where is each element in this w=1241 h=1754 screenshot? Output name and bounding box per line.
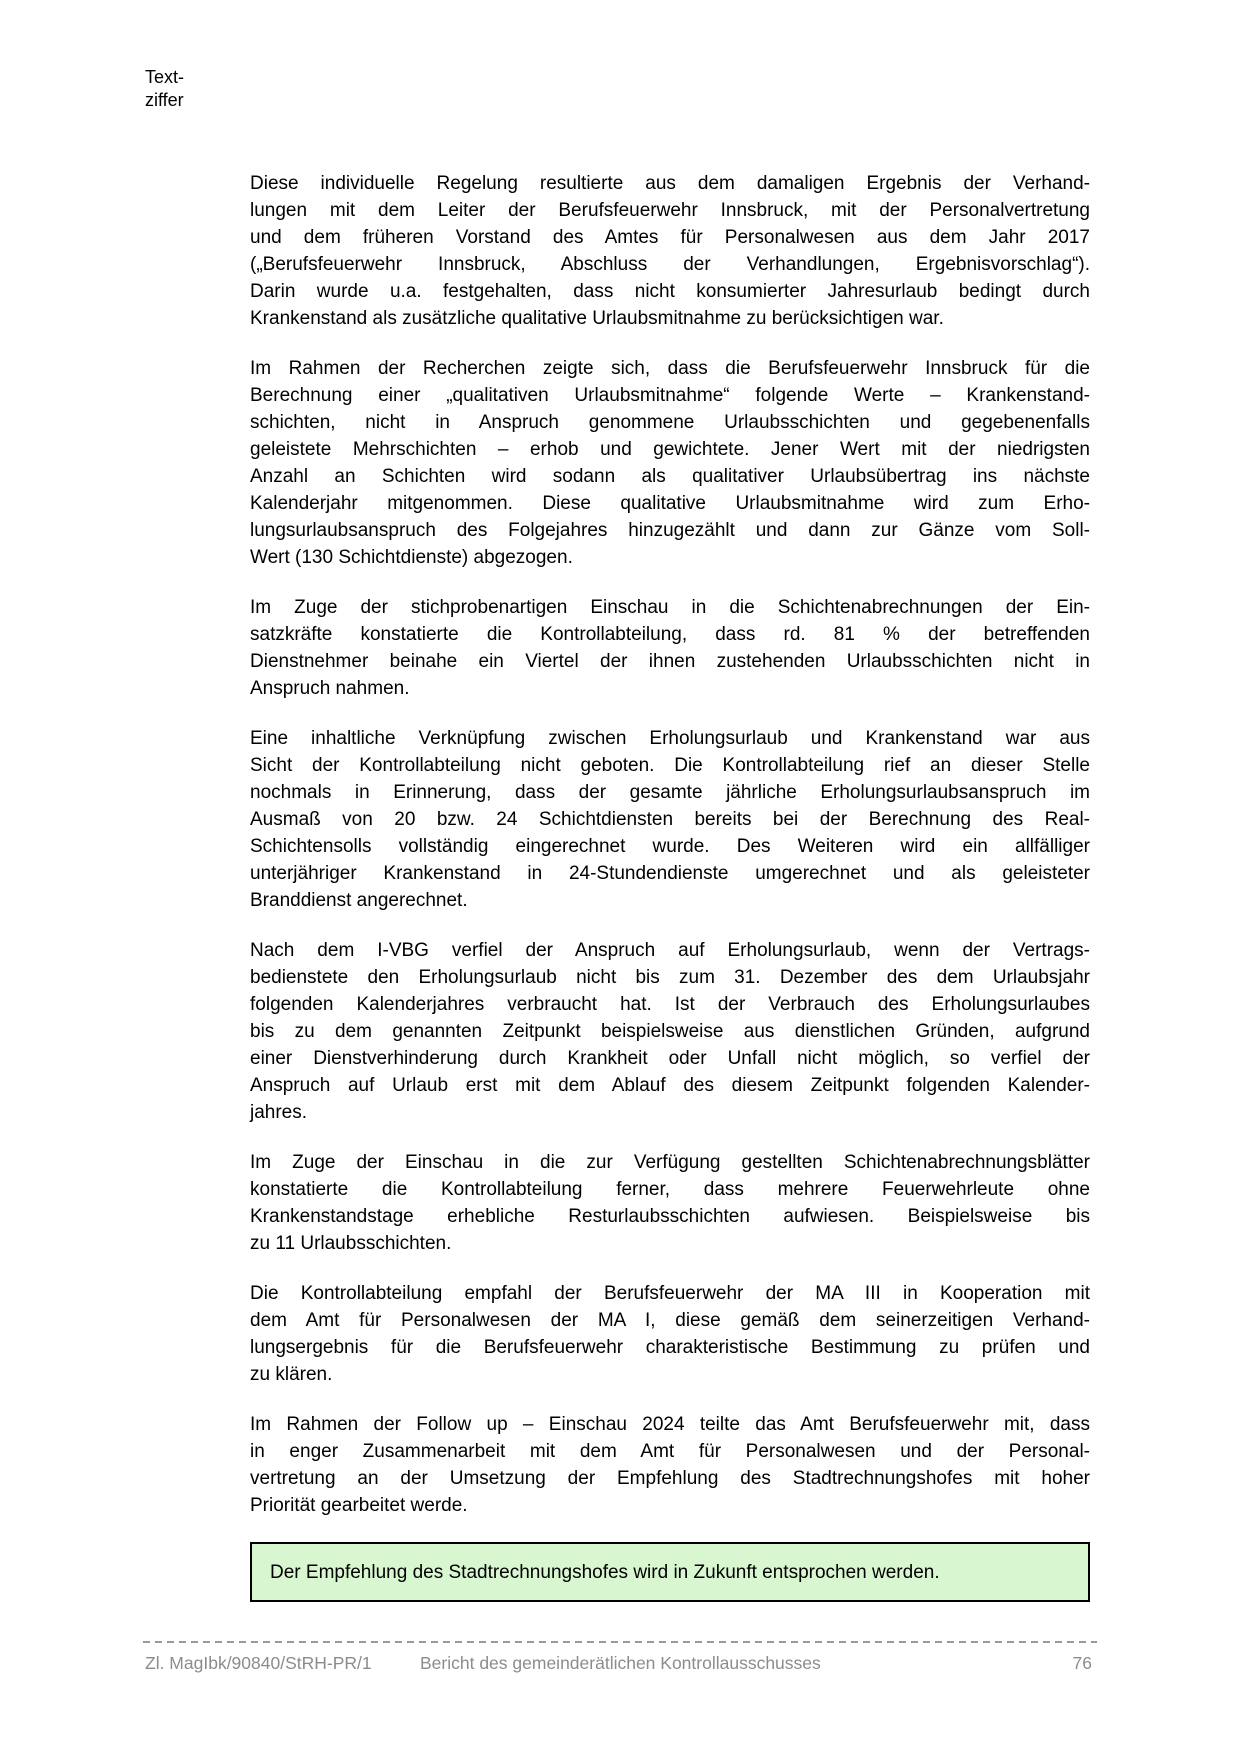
margin-column-label: [145, 66, 184, 112]
paragraph-line: lungsurlaubsanspruch des Folgejahres hinzugezählt und dann zur Gänze vom Soll-: [250, 520, 1090, 541]
paragraph-line: Berechnung einer „qualitativen Urlaubsmitnahme“ folgende Werte – Krankenstand-: [250, 385, 1090, 406]
margin-label-line2: ziffer: [145, 90, 184, 110]
paragraph-line: jahres.: [250, 1102, 308, 1123]
paragraph: [250, 725, 1090, 914]
paragraph-line: Wert (130 Schichtdienste) abgezogen.: [250, 547, 573, 568]
paragraph-line: Im Rahmen der Follow up – Einschau 2024 teilte das Amt Berufsfeuerwehr mit, dass: [250, 1414, 1090, 1435]
paragraph-line: lungen mit dem Leiter der Berufsfeuerwehr Innsbruck, mit der Personalvertretung: [250, 200, 1090, 221]
paragraph-line: unterjähriger Krankenstand in 24-Stundendienste umgerechnet und als geleisteter: [250, 863, 1090, 884]
paragraphs: [250, 170, 1090, 1519]
paragraph-line: Anspruch nahmen.: [250, 678, 410, 699]
paragraph-line: nochmals in Erinnerung, dass der gesamte jährliche Erholungsurlaubsanspruch im: [250, 782, 1090, 803]
recommendation-box: [250, 1542, 1090, 1602]
paragraph-line: Die Kontrollabteilung empfahl der Berufsfeuerwehr der MA III in Kooperation mit: [250, 1283, 1090, 1304]
paragraph-line: Anspruch auf Urlaub erst mit dem Ablauf des diesem Zeitpunkt folgenden Kalender-: [250, 1075, 1090, 1096]
paragraph: [250, 1411, 1090, 1519]
paragraph-line: und dem früheren Vorstand des Amtes für Personalwesen aus dem Jahr 2017: [250, 227, 1090, 248]
footer-divider: [143, 1641, 1097, 1643]
paragraph-line: vertretung an der Umsetzung der Empfehlung des Stadtrechnungshofes mit hoher: [250, 1468, 1090, 1489]
paragraph-line: Dienstnehmer beinahe ein Viertel der ihnen zustehenden Urlaubsschichten nicht in: [250, 651, 1090, 672]
paragraph-line: Krankenstand als zusätzliche qualitative Urlaubsmitnahme zu berücksichtigen war.: [250, 308, 944, 329]
paragraph-line: konstatierte die Kontrollabteilung ferner, dass mehrere Feuerwehrleute ohne: [250, 1179, 1090, 1200]
paragraph-line: Kalenderjahr mitgenommen. Diese qualitative Urlaubsmitnahme wird zum Erho-: [250, 493, 1090, 514]
paragraph-line: bis zu dem genannten Zeitpunkt beispielsweise aus dienstlichen Gründen, aufgrund: [250, 1021, 1090, 1042]
recommendation-text: Der Empfehlung des Stadtrechnungshofes wird in Zukunft entsprochen werden.: [270, 1561, 940, 1583]
margin-label-line1: Text-: [145, 67, 185, 87]
paragraph-line: Im Zuge der stichprobenartigen Einschau in die Schichtenabrechnungen der Ein-: [250, 597, 1090, 618]
footer-reference-number: Zl. MagIbk/90840/StRH-PR/1: [145, 1653, 372, 1673]
paragraph-line: Im Rahmen der Recherchen zeigte sich, dass die Berufsfeuerwehr Innsbruck für die: [250, 358, 1090, 379]
paragraph-line: Sicht der Kontrollabteilung nicht geboten. Die Kontrollabteilung rief an dieser Stelle: [250, 755, 1090, 776]
paragraph-line: Schichtensolls vollständig eingerechnet wurde. Des Weiteren wird ein allfälliger: [250, 836, 1090, 857]
paragraph-line: dem Amt für Personalwesen der MA I, diese gemäß dem seinerzeitigen Verhand-: [250, 1310, 1090, 1331]
paragraph: [250, 1149, 1090, 1257]
paragraph-line: zu klären.: [250, 1364, 333, 1385]
paragraph: [250, 355, 1090, 571]
paragraph-line: einer Dienstverhinderung durch Krankheit oder Unfall nicht möglich, so verfiel der: [250, 1048, 1090, 1069]
paragraph-line: Priorität gearbeitet werde.: [250, 1495, 468, 1516]
paragraph-line: Anzahl an Schichten wird sodann als qualitativer Urlaubsübertrag ins nächste: [250, 466, 1090, 487]
paragraph-line: („Berufsfeuerwehr Innsbruck, Abschluss der Verhandlungen, Ergebnisvorschlag“).: [250, 254, 1090, 275]
footer-document-title: Bericht des gemeinderätlichen Kontrollausschusses: [420, 1653, 821, 1673]
paragraph-line: Darin wurde u.a. festgehalten, dass nicht konsumierter Jahresurlaub bedingt durch: [250, 281, 1090, 302]
paragraph-line: schichten, nicht in Anspruch genommene Urlaubsschichten und gegebenenfalls: [250, 412, 1090, 433]
paragraph-line: folgenden Kalenderjahres verbraucht hat. Ist der Verbrauch des Erholungsurlaubes: [250, 994, 1090, 1015]
paragraph: [250, 1280, 1090, 1388]
paragraph-line: Eine inhaltliche Verknüpfung zwischen Erholungsurlaub und Krankenstand war aus: [250, 728, 1090, 749]
paragraph-line: Krankenstandstage erhebliche Resturlaubsschichten aufwiesen. Beispielsweise bis: [250, 1206, 1090, 1227]
paragraph-line: Ausmaß von 20 bzw. 24 Schichtdiensten bereits bei der Berechnung des Real-: [250, 809, 1090, 830]
paragraph-line: zu 11 Urlaubsschichten.: [250, 1233, 452, 1254]
paragraph-line: bedienstete den Erholungsurlaub nicht bis zum 31. Dezember des dem Urlaubsjahr: [250, 967, 1090, 988]
paragraph-line: Nach dem I-VBG verfiel der Anspruch auf Erholungsurlaub, wenn der Vertrags-: [250, 940, 1090, 961]
paragraph-line: Branddienst angerechnet.: [250, 890, 468, 911]
paragraph: [250, 170, 1090, 332]
paragraph-line: Diese individuelle Regelung resultierte aus dem damaligen Ergebnis der Verhand-: [250, 173, 1090, 194]
paragraph-line: Im Zuge der Einschau in die zur Verfügung gestellten Schichtenabrechnungsblätter: [250, 1152, 1090, 1173]
body-text-column: [250, 170, 1090, 1602]
paragraph-line: lungsergebnis für die Berufsfeuerwehr charakteristische Bestimmung zu prüfen und: [250, 1337, 1090, 1358]
paragraph: [250, 937, 1090, 1126]
paragraph: [250, 594, 1090, 702]
footer: [145, 1653, 1092, 1674]
paragraph-line: in enger Zusammenarbeit mit dem Amt für Personalwesen und der Personal-: [250, 1441, 1090, 1462]
paragraph-line: geleistete Mehrschichten – erhob und gewichtete. Jener Wert mit der niedrigsten: [250, 439, 1090, 460]
paragraph-line: satzkräfte konstatierte die Kontrollabteilung, dass rd. 81 % der betreffenden: [250, 624, 1090, 645]
footer-page-number: 76: [1072, 1653, 1092, 1673]
